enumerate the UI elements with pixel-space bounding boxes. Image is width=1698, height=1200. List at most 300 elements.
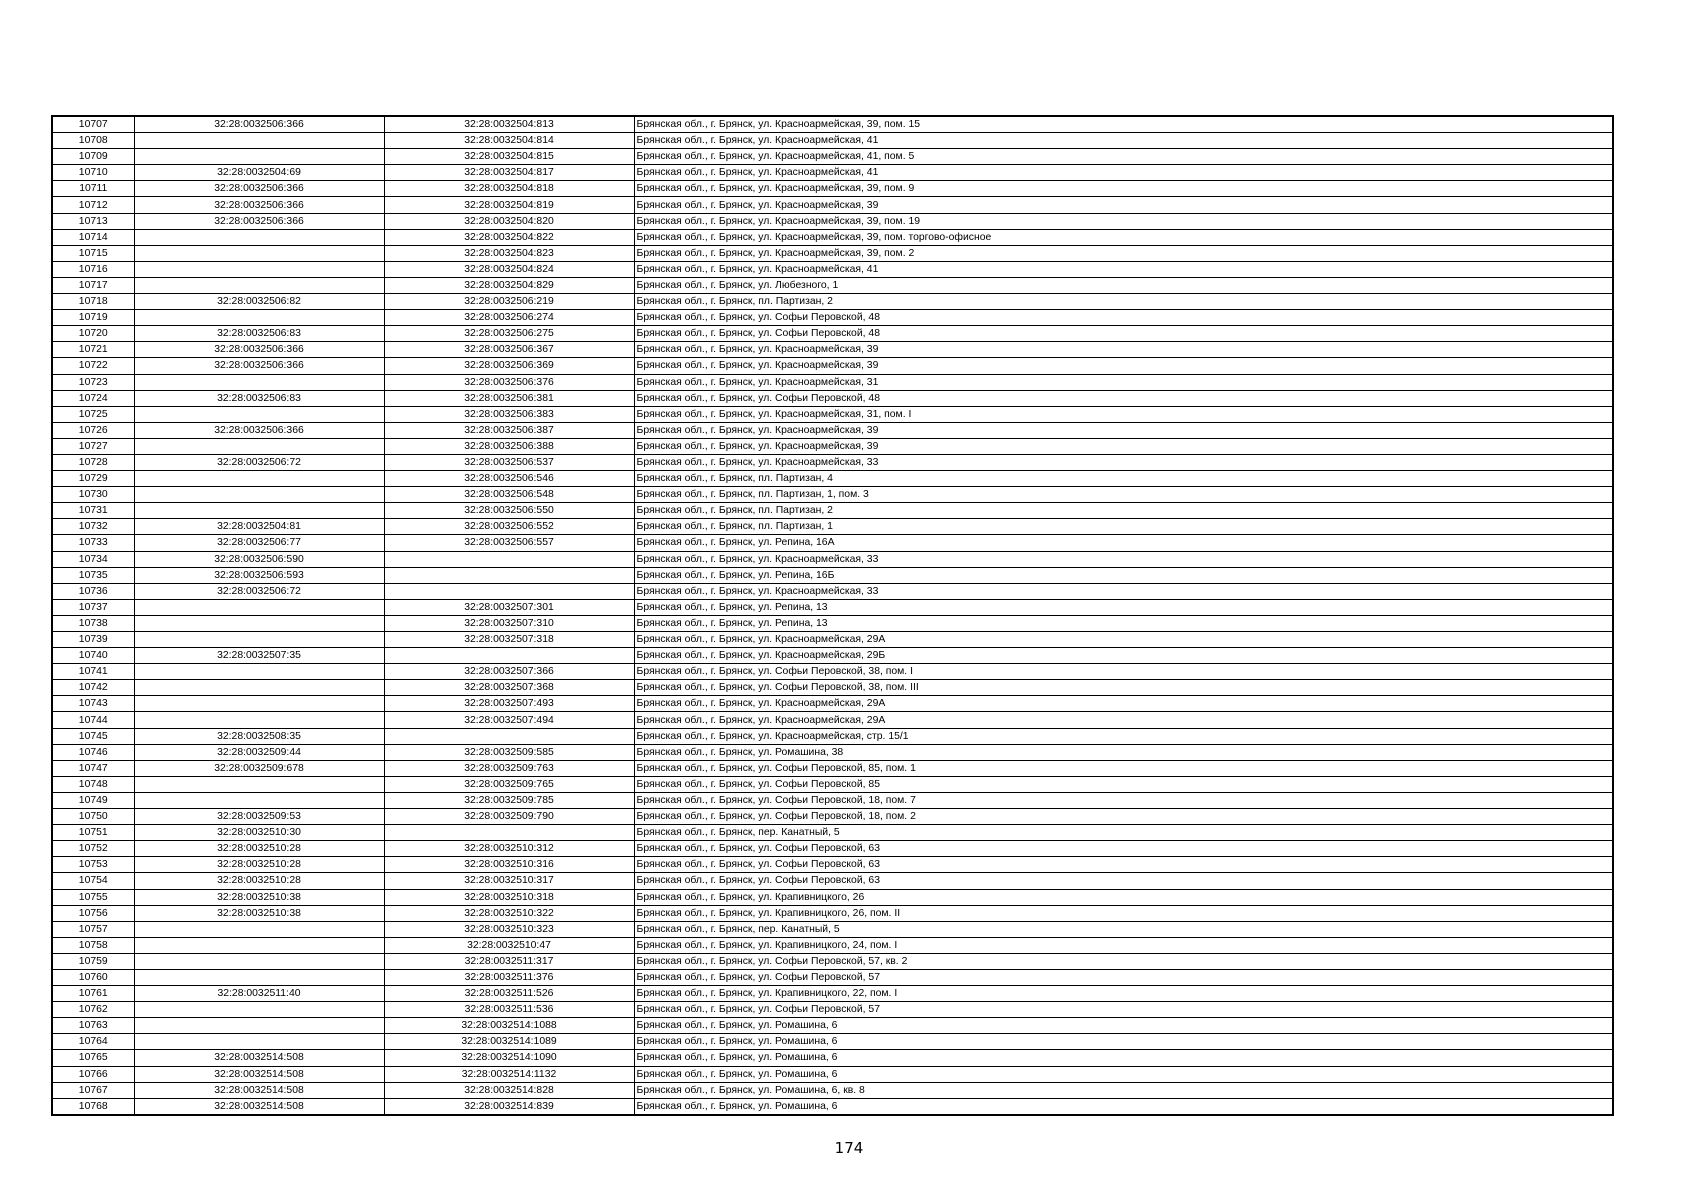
parent-cadastral-number-cell	[134, 921, 384, 937]
table-row	[52, 358, 1613, 374]
address-cell: Брянская обл., г. Брянск, ул. Софьи Перовской, 48	[634, 326, 1613, 342]
cadastral-number-cell: 32:28:0032504:829	[384, 277, 634, 293]
cadastral-number-cell: 32:28:0032509:765	[384, 776, 634, 792]
table-row	[52, 261, 1613, 277]
address-cell: Брянская обл., г. Брянск, ул. Репина, 16А	[634, 535, 1613, 551]
table-row	[52, 438, 1613, 454]
address-cell: Брянская обл., г. Брянск, ул. Софьи Перовской, 48	[634, 390, 1613, 406]
table-row	[52, 905, 1613, 921]
table-row	[52, 873, 1613, 889]
table-row	[52, 792, 1613, 808]
table-row	[52, 165, 1613, 181]
row-number-cell: 10722	[52, 358, 134, 374]
table-row	[52, 181, 1613, 197]
row-number-cell: 10735	[52, 567, 134, 583]
cadastral-number-cell: 32:28:0032504:817	[384, 165, 634, 181]
table-row	[52, 503, 1613, 519]
address-cell: Брянская обл., г. Брянск, ул. Красноармейская, 31, пом. I	[634, 406, 1613, 422]
row-number-cell: 10739	[52, 632, 134, 648]
cadastral-number-cell: 32:28:0032514:1089	[384, 1034, 634, 1050]
cadastral-number-cell	[384, 551, 634, 567]
table-row	[52, 615, 1613, 631]
row-number-cell: 10738	[52, 615, 134, 631]
cadastral-number-cell	[384, 728, 634, 744]
cadastral-number-cell: 32:28:0032510:312	[384, 841, 634, 857]
row-number-cell: 10742	[52, 680, 134, 696]
cadastral-number-cell: 32:28:0032511:536	[384, 1002, 634, 1018]
parent-cadastral-number-cell	[134, 664, 384, 680]
table-row	[52, 519, 1613, 535]
table-row	[52, 599, 1613, 615]
parent-cadastral-number-cell	[134, 953, 384, 969]
address-cell: Брянская обл., г. Брянск, ул. Крапивницкого, 24, пом. I	[634, 937, 1613, 953]
address-cell: Брянская обл., г. Брянск, ул. Красноармейская, 39	[634, 358, 1613, 374]
cadastral-number-cell: 32:28:0032514:1090	[384, 1050, 634, 1066]
table-row	[52, 648, 1613, 664]
table-row	[52, 696, 1613, 712]
parent-cadastral-number-cell	[134, 149, 384, 165]
address-cell: Брянская обл., г. Брянск, ул. Красноармейская, 39	[634, 422, 1613, 438]
table-row	[52, 712, 1613, 728]
parent-cadastral-number-cell: 32:28:0032510:30	[134, 825, 384, 841]
cadastral-number-cell: 32:28:0032504:824	[384, 261, 634, 277]
parent-cadastral-number-cell	[134, 261, 384, 277]
row-number-cell: 10756	[52, 905, 134, 921]
cadastral-number-cell: 32:28:0032509:785	[384, 792, 634, 808]
cadastral-number-cell: 32:28:0032504:818	[384, 181, 634, 197]
cadastral-number-cell: 32:28:0032509:790	[384, 809, 634, 825]
registry-table	[51, 115, 1614, 1116]
row-number-cell: 10741	[52, 664, 134, 680]
parent-cadastral-number-cell: 32:28:0032506:366	[134, 116, 384, 133]
address-cell: Брянская обл., г. Брянск, ул. Красноармейская, стр. 15/1	[634, 728, 1613, 744]
row-number-cell: 10715	[52, 245, 134, 261]
cadastral-number-cell: 32:28:0032506:552	[384, 519, 634, 535]
row-number-cell: 10758	[52, 937, 134, 953]
table-row	[52, 1002, 1613, 1018]
cadastral-number-cell: 32:28:0032507:318	[384, 632, 634, 648]
row-number-cell: 10726	[52, 422, 134, 438]
row-number-cell: 10760	[52, 969, 134, 985]
address-cell: Брянская обл., г. Брянск, ул. Красноармейская, 33	[634, 551, 1613, 567]
table-row	[52, 471, 1613, 487]
row-number-cell: 10767	[52, 1082, 134, 1098]
row-number-cell: 10748	[52, 776, 134, 792]
parent-cadastral-number-cell: 32:28:0032504:69	[134, 165, 384, 181]
row-number-cell: 10759	[52, 953, 134, 969]
address-cell: Брянская обл., г. Брянск, ул. Ромашина, 6	[634, 1050, 1613, 1066]
address-cell: Брянская обл., г. Брянск, ул. Красноармейская, 41, пом. 5	[634, 149, 1613, 165]
cadastral-number-cell: 32:28:0032506:367	[384, 342, 634, 358]
address-cell: Брянская обл., г. Брянск, пл. Партизан, 1	[634, 519, 1613, 535]
address-cell: Брянская обл., г. Брянск, ул. Софьи Перовской, 63	[634, 857, 1613, 873]
parent-cadastral-number-cell	[134, 503, 384, 519]
address-cell: Брянская обл., г. Брянск, ул. Софьи Перовской, 38, пом. III	[634, 680, 1613, 696]
table-row	[52, 776, 1613, 792]
address-cell: Брянская обл., г. Брянск, ул. Красноармейская, 39	[634, 438, 1613, 454]
address-cell: Брянская обл., г. Брянск, ул. Софьи Перовской, 85, пом. 1	[634, 760, 1613, 776]
cadastral-number-cell: 32:28:0032506:537	[384, 454, 634, 470]
cadastral-number-cell: 32:28:0032506:275	[384, 326, 634, 342]
cadastral-number-cell: 32:28:0032514:1132	[384, 1066, 634, 1082]
table-row	[52, 889, 1613, 905]
row-number-cell: 10762	[52, 1002, 134, 1018]
table-row	[52, 1018, 1613, 1034]
parent-cadastral-number-cell: 32:28:0032506:366	[134, 181, 384, 197]
table-row	[52, 969, 1613, 985]
cadastral-number-cell: 32:28:0032507:301	[384, 599, 634, 615]
parent-cadastral-number-cell	[134, 776, 384, 792]
table-row	[52, 342, 1613, 358]
cadastral-number-cell: 32:28:0032507:493	[384, 696, 634, 712]
table-row	[52, 1098, 1613, 1115]
table-row	[52, 744, 1613, 760]
row-number-cell: 10724	[52, 390, 134, 406]
parent-cadastral-number-cell: 32:28:0032506:72	[134, 583, 384, 599]
table-row	[52, 841, 1613, 857]
cadastral-number-cell: 32:28:0032506:381	[384, 390, 634, 406]
address-cell: Брянская обл., г. Брянск, ул. Красноармейская, 39	[634, 197, 1613, 213]
table-row	[52, 229, 1613, 245]
table-row	[52, 825, 1613, 841]
table-row	[52, 197, 1613, 213]
address-cell: Брянская обл., г. Брянск, ул. Красноармейская, 29А	[634, 696, 1613, 712]
row-number-cell: 10747	[52, 760, 134, 776]
table-row	[52, 1034, 1613, 1050]
parent-cadastral-number-cell: 32:28:0032510:38	[134, 905, 384, 921]
row-number-cell: 10743	[52, 696, 134, 712]
row-number-cell: 10744	[52, 712, 134, 728]
table-row	[52, 986, 1613, 1002]
cadastral-number-cell: 32:28:0032514:828	[384, 1082, 634, 1098]
parent-cadastral-number-cell: 32:28:0032514:508	[134, 1066, 384, 1082]
cadastral-number-cell: 32:28:0032504:815	[384, 149, 634, 165]
table-row	[52, 487, 1613, 503]
cadastral-number-cell: 32:28:0032504:814	[384, 133, 634, 149]
parent-cadastral-number-cell: 32:28:0032506:77	[134, 535, 384, 551]
row-number-cell: 10732	[52, 519, 134, 535]
cadastral-number-cell: 32:28:0032514:839	[384, 1098, 634, 1115]
cadastral-number-cell: 32:28:0032506:376	[384, 374, 634, 390]
cadastral-number-cell: 32:28:0032506:383	[384, 406, 634, 422]
row-number-cell: 10713	[52, 213, 134, 229]
cadastral-number-cell: 32:28:0032506:369	[384, 358, 634, 374]
table-row	[52, 953, 1613, 969]
cadastral-number-cell: 32:28:0032511:526	[384, 986, 634, 1002]
address-cell: Брянская обл., г. Брянск, ул. Красноармейская, 33	[634, 583, 1613, 599]
table-row	[52, 809, 1613, 825]
row-number-cell: 10740	[52, 648, 134, 664]
address-cell: Брянская обл., г. Брянск, пл. Партизан, 2	[634, 503, 1613, 519]
parent-cadastral-number-cell	[134, 1018, 384, 1034]
row-number-cell: 10727	[52, 438, 134, 454]
address-cell: Брянская обл., г. Брянск, ул. Красноармейская, 29А	[634, 632, 1613, 648]
table-row	[52, 857, 1613, 873]
parent-cadastral-number-cell: 32:28:0032510:38	[134, 889, 384, 905]
table-row	[52, 294, 1613, 310]
cadastral-number-cell: 32:28:0032507:310	[384, 615, 634, 631]
cadastral-number-cell: 32:28:0032511:376	[384, 969, 634, 985]
cadastral-number-cell: 32:28:0032506:274	[384, 310, 634, 326]
cadastral-number-cell: 32:28:0032504:822	[384, 229, 634, 245]
table-row	[52, 583, 1613, 599]
address-cell: Брянская обл., г. Брянск, ул. Крапивницкого, 26	[634, 889, 1613, 905]
parent-cadastral-number-cell	[134, 438, 384, 454]
row-number-cell: 10754	[52, 873, 134, 889]
address-cell: Брянская обл., г. Брянск, ул. Репина, 13	[634, 615, 1613, 631]
cadastral-number-cell: 32:28:0032509:585	[384, 744, 634, 760]
address-cell: Брянская обл., г. Брянск, ул. Софьи Перовской, 18, пом. 7	[634, 792, 1613, 808]
address-cell: Брянская обл., г. Брянск, ул. Софьи Перовской, 85	[634, 776, 1613, 792]
address-cell: Брянская обл., г. Брянск, пер. Канатный, 5	[634, 825, 1613, 841]
cadastral-number-cell: 32:28:0032504:823	[384, 245, 634, 261]
parent-cadastral-number-cell	[134, 229, 384, 245]
parent-cadastral-number-cell	[134, 792, 384, 808]
table-row	[52, 374, 1613, 390]
cadastral-number-cell: 32:28:0032504:819	[384, 197, 634, 213]
table-row	[52, 406, 1613, 422]
parent-cadastral-number-cell: 32:28:0032506:366	[134, 213, 384, 229]
table-row	[52, 454, 1613, 470]
cadastral-number-cell: 32:28:0032511:317	[384, 953, 634, 969]
row-number-cell: 10749	[52, 792, 134, 808]
cadastral-number-cell: 32:28:0032504:813	[384, 116, 634, 133]
address-cell: Брянская обл., г. Брянск, ул. Красноармейская, 39	[634, 342, 1613, 358]
parent-cadastral-number-cell	[134, 487, 384, 503]
row-number-cell: 10721	[52, 342, 134, 358]
parent-cadastral-number-cell: 32:28:0032506:366	[134, 358, 384, 374]
row-number-cell: 10746	[52, 744, 134, 760]
cadastral-number-cell: 32:28:0032507:368	[384, 680, 634, 696]
cadastral-number-cell: 32:28:0032507:366	[384, 664, 634, 680]
table-row	[52, 680, 1613, 696]
row-number-cell: 10751	[52, 825, 134, 841]
parent-cadastral-number-cell	[134, 632, 384, 648]
parent-cadastral-number-cell: 32:28:0032510:28	[134, 857, 384, 873]
cadastral-number-cell	[384, 567, 634, 583]
address-cell: Брянская обл., г. Брянск, ул. Репина, 13	[634, 599, 1613, 615]
parent-cadastral-number-cell: 32:28:0032511:40	[134, 986, 384, 1002]
table-row	[52, 632, 1613, 648]
row-number-cell: 10712	[52, 197, 134, 213]
parent-cadastral-number-cell: 32:28:0032506:366	[134, 197, 384, 213]
cadastral-number-cell	[384, 648, 634, 664]
parent-cadastral-number-cell	[134, 696, 384, 712]
row-number-cell: 10708	[52, 133, 134, 149]
parent-cadastral-number-cell	[134, 937, 384, 953]
address-cell: Брянская обл., г. Брянск, ул. Красноармейская, 39, пом. 19	[634, 213, 1613, 229]
parent-cadastral-number-cell: 32:28:0032506:83	[134, 390, 384, 406]
address-cell: Брянская обл., г. Брянск, ул. Красноармейская, 39, пом. торгово-офисное	[634, 229, 1613, 245]
table-row	[52, 664, 1613, 680]
parent-cadastral-number-cell	[134, 969, 384, 985]
page-number: 174	[834, 1139, 864, 1157]
row-number-cell: 10730	[52, 487, 134, 503]
address-cell: Брянская обл., г. Брянск, ул. Софьи Перовской, 57, кв. 2	[634, 953, 1613, 969]
address-cell: Брянская обл., г. Брянск, ул. Красноармейская, 39, пом. 15	[634, 116, 1613, 133]
row-number-cell: 10723	[52, 374, 134, 390]
parent-cadastral-number-cell	[134, 374, 384, 390]
row-number-cell: 10707	[52, 116, 134, 133]
table-row	[52, 390, 1613, 406]
address-cell: Брянская обл., г. Брянск, ул. Красноармейская, 39, пом. 9	[634, 181, 1613, 197]
table-row	[52, 760, 1613, 776]
cadastral-number-cell: 32:28:0032510:322	[384, 905, 634, 921]
cadastral-number-cell: 32:28:0032510:317	[384, 873, 634, 889]
row-number-cell: 10720	[52, 326, 134, 342]
row-number-cell: 10755	[52, 889, 134, 905]
table-row	[52, 149, 1613, 165]
row-number-cell: 10733	[52, 535, 134, 551]
table-row	[52, 133, 1613, 149]
row-number-cell: 10765	[52, 1050, 134, 1066]
address-cell: Брянская обл., г. Брянск, ул. Ромашина, 6	[634, 1066, 1613, 1082]
parent-cadastral-number-cell: 32:28:0032514:508	[134, 1098, 384, 1115]
parent-cadastral-number-cell: 32:28:0032506:366	[134, 422, 384, 438]
parent-cadastral-number-cell	[134, 712, 384, 728]
table-row	[52, 422, 1613, 438]
parent-cadastral-number-cell: 32:28:0032510:28	[134, 841, 384, 857]
row-number-cell: 10731	[52, 503, 134, 519]
address-cell: Брянская обл., г. Брянск, ул. Ромашина, 6, кв. 8	[634, 1082, 1613, 1098]
address-cell: Брянская обл., г. Брянск, ул. Софьи Перовской, 63	[634, 841, 1613, 857]
parent-cadastral-number-cell	[134, 615, 384, 631]
table-row	[52, 937, 1613, 953]
row-number-cell: 10710	[52, 165, 134, 181]
address-cell: Брянская обл., г. Брянск, ул. Софьи Перовской, 38, пом. I	[634, 664, 1613, 680]
address-cell: Брянская обл., г. Брянск, ул. Любезного, 1	[634, 277, 1613, 293]
row-number-cell: 10763	[52, 1018, 134, 1034]
address-cell: Брянская обл., г. Брянск, пер. Канатный, 5	[634, 921, 1613, 937]
parent-cadastral-number-cell: 32:28:0032509:44	[134, 744, 384, 760]
address-cell: Брянская обл., г. Брянск, пл. Партизан, 1, пом. 3	[634, 487, 1613, 503]
address-cell: Брянская обл., г. Брянск, ул. Крапивницкого, 26, пом. II	[634, 905, 1613, 921]
address-cell: Брянская обл., г. Брянск, ул. Ромашина, 6	[634, 1034, 1613, 1050]
parent-cadastral-number-cell: 32:28:0032506:590	[134, 551, 384, 567]
row-number-cell: 10717	[52, 277, 134, 293]
parent-cadastral-number-cell: 32:28:0032506:83	[134, 326, 384, 342]
cadastral-number-cell: 32:28:0032509:763	[384, 760, 634, 776]
row-number-cell: 10718	[52, 294, 134, 310]
row-number-cell: 10725	[52, 406, 134, 422]
address-cell: Брянская обл., г. Брянск, ул. Красноармейская, 31	[634, 374, 1613, 390]
address-cell: Брянская обл., г. Брянск, ул. Красноармейская, 41	[634, 261, 1613, 277]
parent-cadastral-number-cell: 32:28:0032508:35	[134, 728, 384, 744]
row-number-cell: 10761	[52, 986, 134, 1002]
table-row	[52, 116, 1613, 133]
cadastral-number-cell: 32:28:0032506:387	[384, 422, 634, 438]
row-number-cell: 10711	[52, 181, 134, 197]
cadastral-number-cell: 32:28:0032510:323	[384, 921, 634, 937]
table-row	[52, 1066, 1613, 1082]
cadastral-number-cell: 32:28:0032507:494	[384, 712, 634, 728]
table-row	[52, 1050, 1613, 1066]
row-number-cell: 10764	[52, 1034, 134, 1050]
cadastral-number-cell: 32:28:0032506:548	[384, 487, 634, 503]
address-cell: Брянская обл., г. Брянск, ул. Софьи Перовской, 63	[634, 873, 1613, 889]
address-cell: Брянская обл., г. Брянск, пл. Партизан, 2	[634, 294, 1613, 310]
parent-cadastral-number-cell: 32:28:0032510:28	[134, 873, 384, 889]
parent-cadastral-number-cell	[134, 277, 384, 293]
cadastral-number-cell: 32:28:0032510:316	[384, 857, 634, 873]
parent-cadastral-number-cell: 32:28:0032514:508	[134, 1082, 384, 1098]
address-cell: Брянская обл., г. Брянск, ул. Красноармейская, 33	[634, 454, 1613, 470]
parent-cadastral-number-cell	[134, 245, 384, 261]
address-cell: Брянская обл., г. Брянск, ул. Крапивницкого, 22, пом. I	[634, 986, 1613, 1002]
row-number-cell: 10768	[52, 1098, 134, 1115]
address-cell: Брянская обл., г. Брянск, пл. Партизан, 4	[634, 471, 1613, 487]
row-number-cell: 10714	[52, 229, 134, 245]
address-cell: Брянская обл., г. Брянск, ул. Ромашина, 38	[634, 744, 1613, 760]
row-number-cell: 10766	[52, 1066, 134, 1082]
table-row	[52, 277, 1613, 293]
parent-cadastral-number-cell: 32:28:0032509:678	[134, 760, 384, 776]
cadastral-number-cell: 32:28:0032514:1088	[384, 1018, 634, 1034]
cadastral-number-cell: 32:28:0032510:47	[384, 937, 634, 953]
cadastral-number-cell: 32:28:0032506:546	[384, 471, 634, 487]
parent-cadastral-number-cell: 32:28:0032509:53	[134, 809, 384, 825]
address-cell: Брянская обл., г. Брянск, ул. Софьи Перовской, 57	[634, 969, 1613, 985]
parent-cadastral-number-cell	[134, 406, 384, 422]
table-row	[52, 326, 1613, 342]
address-cell: Брянская обл., г. Брянск, ул. Красноармейская, 29Б	[634, 648, 1613, 664]
address-cell: Брянская обл., г. Брянск, ул. Красноармейская, 41	[634, 133, 1613, 149]
table-row	[52, 921, 1613, 937]
row-number-cell: 10753	[52, 857, 134, 873]
table-row	[52, 535, 1613, 551]
table-row	[52, 213, 1613, 229]
parent-cadastral-number-cell: 32:28:0032507:35	[134, 648, 384, 664]
cadastral-number-cell: 32:28:0032510:318	[384, 889, 634, 905]
cadastral-number-cell: 32:28:0032504:820	[384, 213, 634, 229]
cadastral-number-cell: 32:28:0032506:557	[384, 535, 634, 551]
row-number-cell: 10728	[52, 454, 134, 470]
parent-cadastral-number-cell	[134, 471, 384, 487]
registry-table-body	[52, 116, 1613, 1115]
parent-cadastral-number-cell	[134, 680, 384, 696]
address-cell: Брянская обл., г. Брянск, ул. Красноармейская, 29А	[634, 712, 1613, 728]
address-cell: Брянская обл., г. Брянск, ул. Софьи Перовской, 48	[634, 310, 1613, 326]
address-cell: Брянская обл., г. Брянск, ул. Софьи Перовской, 57	[634, 1002, 1613, 1018]
row-number-cell: 10734	[52, 551, 134, 567]
table-row	[52, 728, 1613, 744]
row-number-cell: 10750	[52, 809, 134, 825]
parent-cadastral-number-cell: 32:28:0032506:366	[134, 342, 384, 358]
parent-cadastral-number-cell	[134, 310, 384, 326]
row-number-cell: 10736	[52, 583, 134, 599]
parent-cadastral-number-cell: 32:28:0032506:82	[134, 294, 384, 310]
cadastral-number-cell: 32:28:0032506:219	[384, 294, 634, 310]
row-number-cell: 10745	[52, 728, 134, 744]
cadastral-number-cell: 32:28:0032506:550	[384, 503, 634, 519]
row-number-cell: 10729	[52, 471, 134, 487]
cadastral-number-cell: 32:28:0032506:388	[384, 438, 634, 454]
row-number-cell: 10719	[52, 310, 134, 326]
parent-cadastral-number-cell: 32:28:0032514:508	[134, 1050, 384, 1066]
row-number-cell: 10752	[52, 841, 134, 857]
parent-cadastral-number-cell	[134, 133, 384, 149]
table-row	[52, 567, 1613, 583]
parent-cadastral-number-cell	[134, 599, 384, 615]
address-cell: Брянская обл., г. Брянск, ул. Ромашина, 6	[634, 1098, 1613, 1115]
row-number-cell: 10737	[52, 599, 134, 615]
table-row	[52, 310, 1613, 326]
parent-cadastral-number-cell: 32:28:0032506:593	[134, 567, 384, 583]
parent-cadastral-number-cell: 32:28:0032506:72	[134, 454, 384, 470]
address-cell: Брянская обл., г. Брянск, ул. Красноармейская, 39, пом. 2	[634, 245, 1613, 261]
cadastral-number-cell	[384, 825, 634, 841]
table-row	[52, 551, 1613, 567]
